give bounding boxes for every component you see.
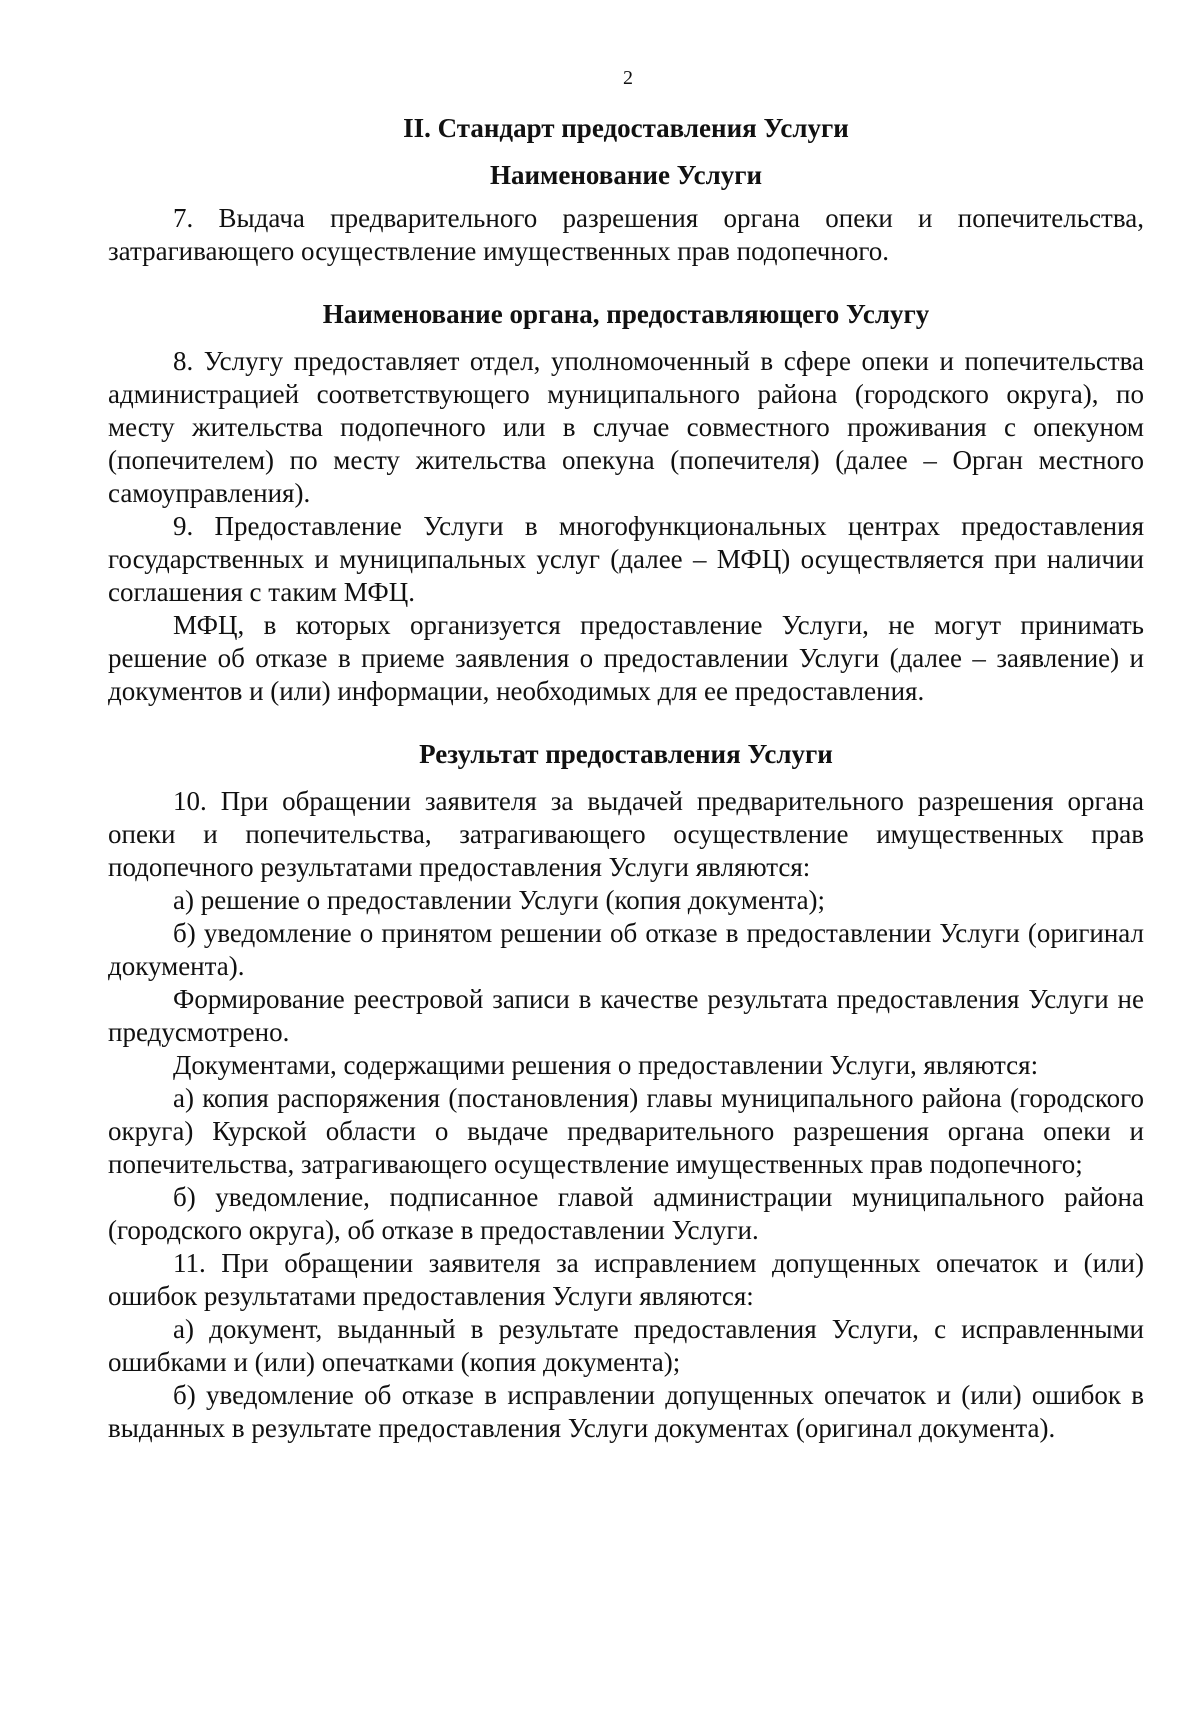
page-number: 2 bbox=[623, 67, 633, 89]
block-service-name bbox=[108, 159, 1144, 268]
paragraph: Документами, содержащими решения о предоставлении Услуги, являются: bbox=[173, 1050, 1039, 1080]
paragraph: 10. При обращении заявителя за выдачей предварительного разрешения органа опеки и попечительства, затрагивающего осуществление имущественных прав подопечного результатами предоставления Услуги являются: bbox=[108, 786, 1144, 882]
paragraph: Формирование реестровой записи в качестве результата предоставления Услуги не предусмотрено. bbox=[108, 984, 1144, 1047]
paragraph: б) уведомление, подписанное главой администрации муниципального района (городского округа), об отказе в предоставлении Услуги. bbox=[108, 1182, 1144, 1245]
paragraph: 11. При обращении заявителя за исправлением допущенных опечаток и (или) ошибок результатами предоставления Услуги являются: bbox=[108, 1248, 1144, 1311]
paragraph: 7. Выдача предварительного разрешения органа опеки и попечительства, затрагивающего осуществление имущественных прав подопечного. bbox=[108, 203, 1144, 266]
block-service-result bbox=[108, 738, 1144, 1445]
paragraph: МФЦ, в которых организуется предоставление Услуги, не могут принимать решение об отказе в приеме заявления о предоставлении Услуги (далее – заявление) и документов и (или) информации, необходимых для ее предоставления. bbox=[108, 610, 1144, 706]
section-title: II. Стандарт предоставления Услуги bbox=[403, 113, 849, 143]
block-provider-authority bbox=[108, 298, 1144, 708]
block-heading: Наименование Услуги bbox=[489, 160, 763, 190]
paragraph: а) документ, выданный в результате предоставления Услуги, с исправленными ошибками и (или) опечатками (копия документа); bbox=[108, 1314, 1144, 1377]
paragraph: 9. Предоставление Услуги в многофункциональных центрах предоставления государственных и муниципальных услуг (далее – МФЦ) осуществляется при наличии соглашения с таким МФЦ. bbox=[108, 511, 1144, 607]
paragraph: 8. Услугу предоставляет отдел, уполномоченный в сфере опеки и попечительства администрацией соответствующего муниципального района (городского округа), по месту жительства подопечного или в случае совместного проживания с опекуном (попечителем) по месту жительства опекуна (попечителя) (далее – Орган местного самоуправления). bbox=[108, 346, 1144, 508]
block-heading: Наименование органа, предоставляющего Услугу bbox=[322, 299, 930, 329]
document-body bbox=[108, 112, 1144, 1445]
paragraph: а) решение о предоставлении Услуги (копия документа); bbox=[173, 885, 826, 915]
paragraph: б) уведомление о принятом решении об отказе в предоставлении Услуги (оригинал документа). bbox=[108, 918, 1144, 981]
paragraph: а) копия распоряжения (постановления) главы муниципального района (городского округа) Курской области о выдаче предварительного разрешения органа опеки и попечительства, затрагивающего осуществление имущественных прав подопечного; bbox=[108, 1083, 1144, 1179]
block-heading: Результат предоставления Услуги bbox=[419, 739, 833, 769]
paragraph: б) уведомление об отказе в исправлении допущенных опечаток и (или) ошибок в выданных в результате предоставления Услуги документах (оригинал документа). bbox=[108, 1380, 1144, 1443]
